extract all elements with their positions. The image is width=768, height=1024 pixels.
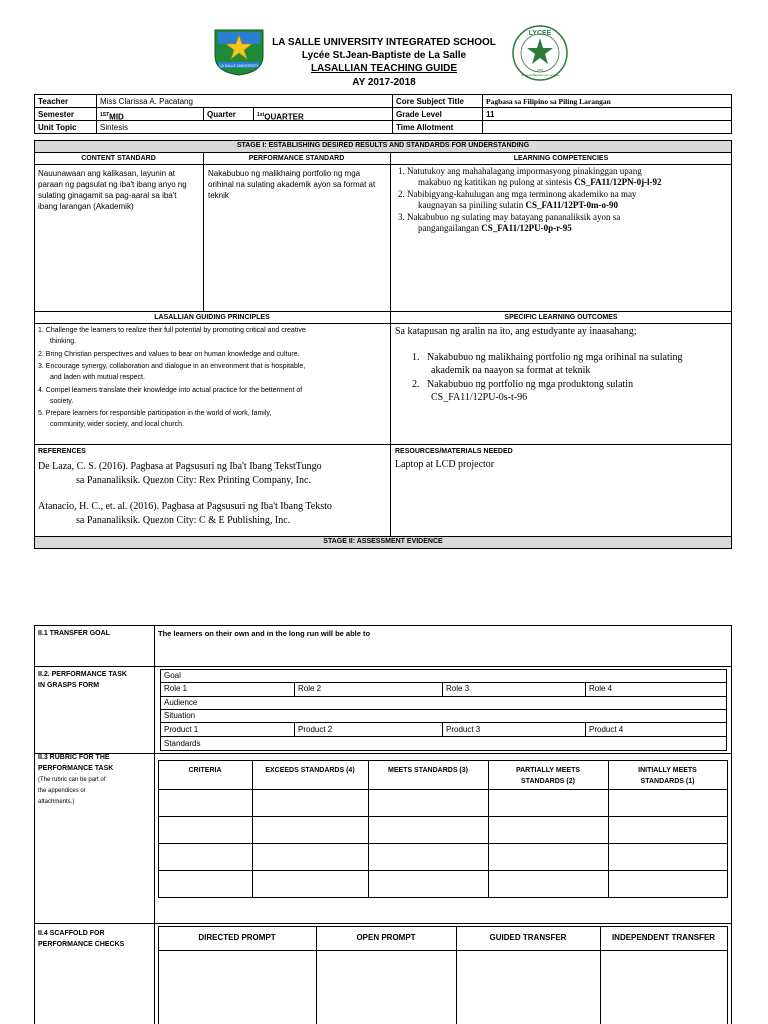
content-standard-heading: CONTENT STANDARD	[81, 155, 156, 162]
guide-title	[234, 63, 534, 75]
principle-number: 4.	[38, 387, 44, 394]
rubric-note-line1: (The rubric can be part of	[38, 777, 106, 783]
competency-line1: Nabibigyang-kahulugan ang mga terminong akademiko na may	[407, 189, 637, 199]
principle-number: 3.	[38, 363, 44, 370]
grasps-standards-label: Standards	[164, 739, 201, 748]
grasps-role-2: Role 2	[298, 684, 322, 693]
scaffold-col-open: OPEN PROMPT	[356, 933, 416, 942]
rubric-note-line3: attachments.)	[38, 799, 75, 805]
scaffold-heading: II.4 SCAFFOLD FOR	[38, 930, 105, 937]
outcome-2	[412, 379, 633, 391]
rubric-col-meets: MEETS STANDARDS (3)	[388, 767, 468, 774]
rubric-col-initially-cont: STANDARDS (1)	[640, 778, 695, 785]
grasps-product-2: Product 2	[298, 725, 333, 734]
rubric-col-partially-cont: STANDARDS (2)	[521, 778, 575, 785]
performance-task-heading: II.2. PERFORMANCE TASK	[38, 671, 127, 678]
semester-label: Semester	[38, 110, 75, 119]
quarter-label: Quarter	[207, 110, 236, 119]
rubric-col-partially: PARTIALLY MEETS	[515, 767, 581, 774]
quarter-sup: 1st	[257, 112, 265, 118]
outcomes-intro: Sa katapusan ng aralin na ito, ang estudyante ay inaasahang;	[395, 326, 637, 337]
competency-line1: Natutukoy ang mahahalagang impormasyong pinakinggan upang	[407, 166, 642, 176]
references-heading: REFERENCES	[38, 448, 86, 455]
resources-text: Laptop at LCD projector	[395, 459, 495, 470]
competency-1-cont	[418, 177, 662, 187]
principle-1	[38, 326, 306, 336]
competency-line1: Nakabubuo ng sulating may batayang pananaliksik ayon sa	[407, 212, 621, 222]
grasps-product-4: Product 4	[589, 725, 624, 734]
reference-1: De Laza, C. S. (2016). Pagbasa at Pagsusuri ng Iba't Ibang TekstTungo	[38, 461, 322, 472]
competency-line2: makabuo ng katitikan ng pulong at sintesis	[418, 177, 572, 187]
transfer-goal-text: The learners on their own and in the long run will be able to	[158, 629, 371, 638]
stage1-title: STAGE I: ESTABLISHING DESIRED RESULTS AND STANDARDS FOR UNDERSTANDING	[236, 142, 530, 149]
stage2-title: STAGE II: ASSESSMENT EVIDENCE	[323, 538, 443, 545]
rubric-col-criteria: CRITERIA	[188, 767, 222, 774]
principle-number: 5.	[38, 410, 44, 417]
grasps-product-3: Product 3	[446, 725, 481, 734]
competency-number: 2.	[398, 189, 405, 199]
unit-topic-value: Sintesis	[100, 123, 129, 132]
outcome-number: 1.	[412, 352, 420, 363]
seal-top-text: LYCEE	[528, 30, 552, 37]
outcome-1	[412, 352, 683, 364]
resources-heading: RESOURCES/MATERIALS NEEDED	[395, 448, 513, 455]
principle-line2: thinking.	[50, 338, 77, 345]
competency-code: CS_FA11/12PU-0p-r-95	[481, 223, 572, 233]
scaffold-col-independent: INDEPENDENT TRANSFER	[611, 933, 716, 942]
principle-line1: Bring Christian perspectives and values to bear on human knowledge and culture.	[45, 351, 300, 358]
seal-year-text: 1955	[536, 68, 544, 72]
scaffold-col-directed: DIRECTED PROMPT	[198, 933, 276, 942]
principle-line1: Encourage synergy, collaboration and dialogue in an environment that is hospitable,	[45, 363, 306, 370]
seal-ring-text: St. Jean-Baptiste de La Salle	[520, 73, 560, 77]
grade-value: 11	[486, 110, 495, 119]
guiding-principles-heading: LASALLIAN GUIDING PRINCIPLES	[154, 314, 270, 321]
quarter-text: QUARTER	[264, 112, 304, 122]
grade-label: Grade Level	[396, 110, 442, 119]
competency-line2: pangangailangan	[418, 223, 479, 233]
outcome-line1: Nakabubuo ng malikhaing portfolio ng mga orihinal na sulating	[427, 352, 683, 363]
grasps-role-3: Role 3	[446, 684, 470, 693]
rubric-heading: II.3 RUBRIC FOR THE	[38, 754, 110, 761]
academic-year: AY 2017-2018	[352, 77, 416, 88]
school-alt-name: Lycée St.Jean-Baptiste de La Salle	[301, 50, 467, 61]
performance-task-subheading: IN GRASPS FORM	[38, 682, 100, 689]
grasps-goal-label: Goal	[164, 671, 181, 680]
principle-line2: society.	[50, 398, 74, 405]
semester-sup: 1ST	[100, 112, 110, 118]
subject-value: Pagbasa sa Filipino sa Piling Larangan	[486, 97, 611, 106]
semester-value	[100, 110, 124, 123]
principle-line2: and laden with mutual respect.	[50, 374, 145, 381]
principle-4	[38, 386, 302, 396]
competency-number: 3.	[398, 212, 405, 222]
principle-line1: Prepare learners for responsible participation in the world of work, family,	[45, 410, 272, 417]
principle-line1: Compel learners translate their knowledge into actual practice for the betterment of	[45, 387, 303, 394]
performance-standard-heading: PERFORMANCE STANDARD	[248, 155, 345, 162]
principle-3	[38, 362, 305, 372]
transfer-goal-heading: II.1 TRANSFER GOAL	[38, 630, 110, 637]
grasps-role-4: Role 4	[589, 684, 613, 693]
competency-2-cont	[418, 200, 618, 210]
outcome-line2: akademik na naayon sa format at teknik	[431, 365, 591, 376]
shield-logo-text: LA SALLE UNIVERSITY	[219, 64, 259, 68]
quarter-value	[257, 110, 304, 123]
principle-2	[38, 350, 300, 360]
learning-outcomes-heading: SPECIFIC LEARNING OUTCOMES	[504, 314, 618, 321]
subject-label: Core Subject Title	[396, 97, 464, 106]
grasps-situation-label: Situation	[164, 711, 196, 720]
grasps-audience-label: Audience	[164, 698, 198, 707]
reference-1-cont: sa Pananaliksik. Quezon City: Rex Printing Company, Inc.	[76, 475, 311, 486]
performance-standard-text: Nakabubuo ng malikhaing portfolio ng mga orihinal na sulating akademik ayon sa format at teknik	[208, 169, 376, 200]
teacher-label: Teacher	[38, 97, 69, 106]
outcome-number: 2.	[412, 379, 420, 390]
scaffold-col-guided: GUIDED TRANSFER	[489, 933, 567, 942]
rubric-col-initially: INITIALLY MEETS	[638, 767, 697, 774]
school-name: LA SALLE UNIVERSITY INTEGRATED SCHOOL	[272, 37, 496, 48]
competency-number: 1.	[398, 166, 405, 176]
outcome-line2: CS_FA11/12PU-0s-t-96	[431, 392, 528, 403]
grasps-product-1: Product 1	[164, 725, 199, 734]
principle-number: 2.	[38, 351, 44, 358]
rubric-col-exceeds: EXCEEDS STANDARDS (4)	[265, 767, 355, 774]
semester-text: MID	[109, 112, 124, 122]
scaffold-subheading: PERFORMANCE CHECKS	[38, 941, 125, 948]
competency-2	[398, 189, 636, 199]
competency-code: CS_FA11/12PT-0m-o-90	[525, 200, 618, 210]
outcome-line1: Nakabubuo ng portfolio ng mga produktong sulatin	[427, 379, 634, 390]
rubric-note-line2: the appendices or	[38, 788, 86, 794]
principle-line1: Challenge the learners to realize their full potential by promoting critical and creative	[45, 327, 306, 334]
guide-title-text: LASALLIAN TEACHING GUIDE	[310, 63, 458, 74]
competency-line2: kaugnayan sa piniling sulatin	[418, 200, 524, 210]
unit-topic-label: Unit Topic	[38, 123, 77, 132]
learning-competencies-heading: LEARNING COMPETENCIES	[513, 155, 609, 162]
teacher-value: Miss Clarissa A. Pacatang	[100, 97, 193, 106]
principle-line2: community, wider society, and local church.	[50, 421, 184, 428]
grasps-role-1: Role 1	[164, 684, 188, 693]
competency-3	[398, 212, 620, 222]
competency-3-cont	[418, 223, 572, 233]
content-standard-text: Nauunawaan ang kalikasan, layunin at paraan ng pagsulat ng iba't ibang anyo ng sulating ginagamit sa pag-aaral sa iba't ibang larangan (Akademik)	[38, 169, 187, 211]
principle-5	[38, 409, 271, 419]
principle-number: 1.	[38, 327, 44, 334]
time-allotment-label: Time Allotment	[396, 123, 454, 132]
competency-code: CS_FA11/12PN-0j-l-92	[574, 177, 662, 187]
rubric-subheading: PERFORMANCE TASK	[38, 765, 114, 772]
reference-2: Atanacio, H. C., et. al. (2016). Pagbasa at Pagsusuri ng Iba't Ibang Teksto	[38, 501, 332, 512]
reference-2-cont: sa Pananaliksik. Quezon City: C & E Publishing, Inc.	[76, 515, 291, 526]
competency-1	[398, 166, 642, 176]
